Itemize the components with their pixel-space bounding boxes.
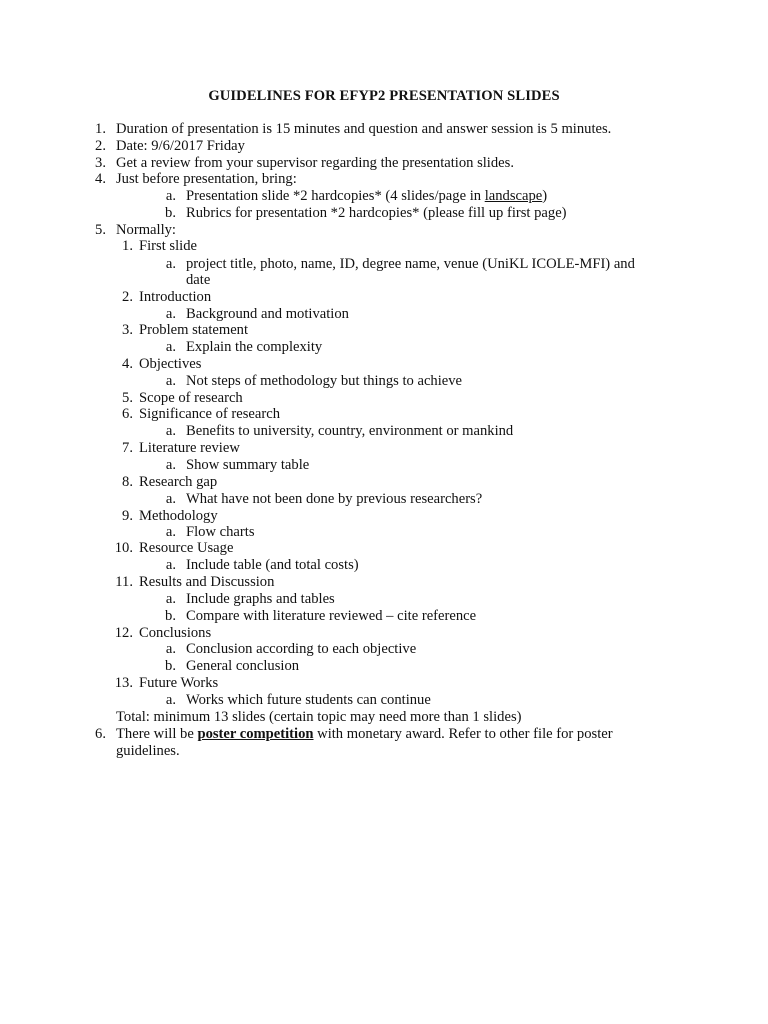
section-3 — [122, 322, 249, 339]
section-number: 11. — [115, 574, 133, 590]
sub-item-text: project title, photo, name, ID, degree name, venue (UniKL ICOLE-MFI) and — [186, 256, 635, 272]
page-title: GUIDELINES FOR EFYP2 PRESENTATION SLIDES — [208, 88, 560, 104]
sub-item-4a — [165, 188, 548, 205]
section-text: Results and Discussion — [139, 574, 275, 590]
section-4-a — [165, 373, 463, 390]
item-number: 1. — [95, 121, 106, 137]
item-3 — [95, 155, 514, 172]
section-9 — [122, 508, 218, 525]
sub-item-text-end: ) — [542, 188, 548, 204]
sub-item-text: Show summary table — [186, 457, 310, 473]
section-number: 13. — [114, 675, 133, 691]
poster-competition-emphasis: poster competition — [197, 726, 314, 742]
item-number: 2. — [95, 138, 106, 154]
sub-item-letter: a. — [165, 306, 176, 322]
section-8 — [122, 474, 218, 491]
section-12-b — [165, 658, 300, 675]
sub-item-text: Explain the complexity — [186, 339, 323, 355]
section-1 — [122, 238, 197, 255]
sub-item-letter: a. — [165, 256, 176, 272]
sub-item-text: Flow charts — [186, 524, 255, 540]
item-text: Get a review from your supervisor regarding the presentation slides. — [116, 155, 514, 171]
sub-item-text: Works which future students can continue — [186, 692, 431, 708]
item-number: 5. — [95, 222, 106, 238]
section-7 — [122, 440, 240, 457]
section-text: Methodology — [139, 508, 218, 524]
sub-item-text: Benefits to university, country, environment or mankind — [186, 423, 514, 439]
section-12-a — [165, 641, 417, 658]
sub-item-text: Not steps of methodology but things to achieve — [186, 373, 463, 389]
section-number: 9. — [122, 508, 133, 524]
sub-item-text: General conclusion — [186, 658, 300, 674]
section-10 — [114, 540, 234, 557]
section-1-a-cont — [186, 272, 210, 289]
section-number: 1. — [122, 238, 133, 254]
section-4 — [122, 356, 202, 373]
sub-item-letter: a. — [165, 591, 176, 607]
section-5 — [122, 390, 243, 407]
sub-item-text: Background and motivation — [186, 306, 349, 322]
section-number: 12. — [114, 625, 133, 641]
section-text: Significance of research — [139, 406, 280, 422]
section-6 — [122, 406, 280, 423]
sub-item-letter: b. — [165, 658, 176, 674]
sub-item-letter: b. — [165, 608, 176, 624]
section-text: Future Works — [139, 675, 219, 691]
section-text: Objectives — [139, 356, 202, 372]
sub-item-letter: a. — [165, 692, 176, 708]
sub-item-letter: a. — [165, 188, 176, 204]
section-2 — [122, 289, 212, 306]
section-number: 3. — [122, 322, 133, 338]
item-text: Just before presentation, bring: — [116, 171, 297, 187]
section-number: 8. — [122, 474, 133, 490]
landscape-underlined: landscape — [484, 188, 543, 204]
sub-item-text: Include graphs and tables — [186, 591, 335, 607]
item-text: Normally: — [116, 222, 176, 238]
item-text-end: with monetary award. Refer to other file for poster — [313, 726, 613, 742]
sub-item-letter: a. — [165, 557, 176, 573]
section-text: Literature review — [139, 440, 240, 456]
sub-item-letter: a. — [165, 491, 176, 507]
section-number: 7. — [122, 440, 133, 456]
section-2-a — [165, 306, 349, 323]
section-text: Introduction — [139, 289, 212, 305]
section-13 — [114, 675, 219, 692]
section-11-b — [165, 608, 477, 625]
section-7-a — [165, 457, 310, 474]
sub-item-text: date — [186, 272, 211, 288]
section-text: Problem statement — [139, 322, 249, 338]
section-number: 10. — [114, 540, 133, 556]
section-13-a — [165, 692, 431, 709]
section-3-a — [165, 339, 323, 356]
item-text: Duration of presentation is 15 minutes and question and answer session is 5 minutes. — [116, 121, 612, 137]
section-8-a — [165, 491, 483, 508]
section-text: Scope of research — [139, 390, 243, 406]
section-text: Conclusions — [139, 625, 212, 641]
item-text: Date: 9/6/2017 Friday — [116, 138, 245, 154]
item-text: There will be — [116, 726, 198, 742]
sub-item-letter: a. — [165, 457, 176, 473]
sub-item-text: Compare with literature reviewed – cite reference — [186, 608, 477, 624]
item-1 — [95, 121, 612, 138]
sub-item-text: Include table (and total costs) — [186, 557, 359, 573]
section-number: 6. — [122, 406, 133, 422]
section-11 — [115, 574, 275, 591]
sub-item-letter: a. — [165, 423, 176, 439]
section-9-a — [165, 524, 255, 541]
item-6 — [95, 726, 613, 743]
section-number: 4. — [122, 356, 133, 372]
section-text: Resource Usage — [139, 540, 234, 556]
sub-item-4b — [165, 205, 567, 222]
section-1-a — [165, 256, 635, 273]
sub-item-text: What have not been done by previous researchers? — [186, 491, 483, 507]
section-text: Research gap — [139, 474, 218, 490]
section-number: 5. — [122, 390, 133, 406]
item-number: 4. — [95, 171, 106, 187]
sub-item-letter: a. — [165, 373, 176, 389]
section-number: 2. — [122, 289, 133, 305]
sub-item-text: Conclusion according to each objective — [186, 641, 417, 657]
sub-item-letter: a. — [165, 339, 176, 355]
item-number: 3. — [95, 155, 106, 171]
section-text: First slide — [139, 238, 197, 254]
sub-item-letter: b. — [165, 205, 176, 221]
item-2 — [95, 138, 245, 155]
sub-item-letter: a. — [165, 524, 176, 540]
sub-item-text: Presentation slide *2 hardcopies* (4 slides/page in — [186, 188, 485, 204]
section-6-a — [165, 423, 514, 440]
item-5 — [95, 222, 176, 239]
section-11-a — [165, 591, 335, 608]
item-number: 6. — [95, 726, 106, 742]
total-note: Total: minimum 13 slides (certain topic may need more than 1 slides) — [116, 709, 522, 725]
section-12 — [114, 625, 212, 642]
sub-item-letter: a. — [165, 641, 176, 657]
item-4 — [95, 171, 297, 188]
item-6-cont: guidelines. — [116, 743, 180, 759]
sub-item-text: Rubrics for presentation *2 hardcopies* (please fill up first page) — [186, 205, 567, 221]
section-10-a — [165, 557, 359, 574]
